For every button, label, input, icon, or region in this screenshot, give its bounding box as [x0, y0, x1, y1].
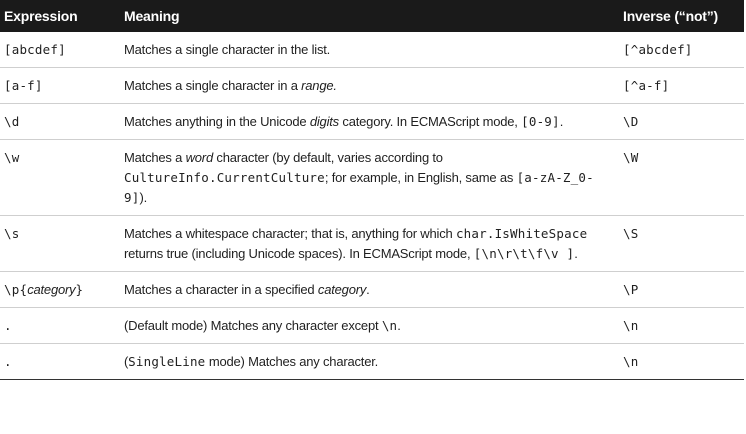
- meaning-cell: [120, 344, 619, 380]
- code-text: \n: [381, 318, 398, 333]
- text-segment: category. In ECMAScript mode,: [338, 114, 522, 129]
- inverse-cell: [619, 308, 744, 344]
- code-text: \D: [623, 114, 639, 129]
- text-segment: (Default mode) Matches any character except: [124, 318, 382, 333]
- text-segment: returns true (including Unicode spaces). In ECMAScript mode,: [124, 246, 474, 261]
- expression-cell: [0, 104, 120, 140]
- expression-cell: [0, 344, 120, 380]
- header-inverse: Inverse (“not”): [619, 0, 744, 32]
- expression-cell: [0, 32, 120, 68]
- text-segment: Matches anything in the Unicode: [124, 114, 310, 129]
- table-row: [0, 68, 744, 104]
- code-text: [^abcdef]: [623, 42, 693, 57]
- code-text: \W: [623, 150, 639, 165]
- code-text: char.IsWhiteSpace: [455, 226, 588, 241]
- table-body: [0, 32, 744, 380]
- code-text: \s: [4, 226, 20, 241]
- emphasis-text: category: [27, 282, 76, 297]
- code-text: \d: [4, 114, 20, 129]
- code-text: [\n\r\t\f\v ]: [473, 246, 575, 261]
- table-row: [0, 308, 744, 344]
- expression-cell: [0, 68, 120, 104]
- code-text: \S: [623, 226, 639, 241]
- text-segment: .: [366, 282, 370, 297]
- header-row: [0, 0, 744, 32]
- table-header: [0, 0, 744, 32]
- text-segment: Matches a single character in a: [124, 78, 302, 93]
- text-segment: Matches a whitespace character; that is, anything for which: [124, 226, 456, 241]
- text-segment: ).: [139, 190, 147, 205]
- code-text: .: [4, 318, 12, 333]
- table-row: [0, 216, 744, 272]
- text-segment: .: [574, 246, 578, 261]
- inverse-cell: [619, 272, 744, 308]
- header-meaning: Meaning: [120, 0, 619, 32]
- table-row: [0, 104, 744, 140]
- text-segment: (: [124, 354, 129, 369]
- text-segment: mode) Matches any character.: [205, 354, 379, 369]
- table-row: [0, 272, 744, 308]
- meaning-cell: [120, 272, 619, 308]
- code-text: }: [75, 282, 84, 297]
- emphasis-text: category: [317, 282, 367, 297]
- meaning-cell: [120, 32, 619, 68]
- code-text: [^a-f]: [623, 78, 670, 93]
- code-text: [abcdef]: [4, 42, 66, 57]
- emphasis-text: range.: [301, 78, 337, 93]
- table-row: [0, 140, 744, 216]
- code-text: \n: [623, 318, 639, 333]
- emphasis-text: word: [185, 150, 213, 165]
- table-row: [0, 344, 744, 380]
- code-text: \n: [623, 354, 639, 369]
- inverse-cell: [619, 68, 744, 104]
- meaning-cell: [120, 104, 619, 140]
- meaning-cell: [120, 308, 619, 344]
- code-text: \w: [4, 150, 20, 165]
- inverse-cell: [619, 216, 744, 272]
- meaning-cell: [120, 216, 619, 272]
- expression-cell: [0, 308, 120, 344]
- inverse-cell: [619, 344, 744, 380]
- code-text: [0-9]: [521, 114, 560, 129]
- code-text: \p{: [4, 282, 28, 297]
- code-text: CultureInfo.CurrentCulture: [124, 170, 325, 185]
- text-segment: .: [397, 318, 401, 333]
- inverse-cell: [619, 140, 744, 216]
- expression-cell: [0, 272, 120, 308]
- inverse-cell: [619, 104, 744, 140]
- expression-cell: [0, 216, 120, 272]
- code-text: SingleLine: [128, 354, 206, 369]
- meaning-cell: [120, 140, 619, 216]
- code-text: [a-f]: [4, 78, 43, 93]
- expression-cell: [0, 140, 120, 216]
- text-segment: character (by default, varies according to: [212, 150, 443, 165]
- code-text: .: [4, 354, 12, 369]
- inverse-cell: [619, 32, 744, 68]
- emphasis-text: digits: [309, 114, 339, 129]
- text-segment: Matches a character in a specified: [124, 282, 318, 297]
- code-text: [a-zA-Z_0-9]: [124, 170, 594, 205]
- table-row: [0, 32, 744, 68]
- header-expression: Expression: [0, 0, 120, 32]
- text-segment: .: [559, 114, 564, 129]
- code-text: \P: [623, 282, 639, 297]
- text-segment: ; for example, in English, same as: [324, 170, 517, 185]
- text-segment: Matches a: [124, 150, 186, 165]
- text-segment: Matches a single character in the list.: [124, 42, 331, 57]
- meaning-cell: [120, 68, 619, 104]
